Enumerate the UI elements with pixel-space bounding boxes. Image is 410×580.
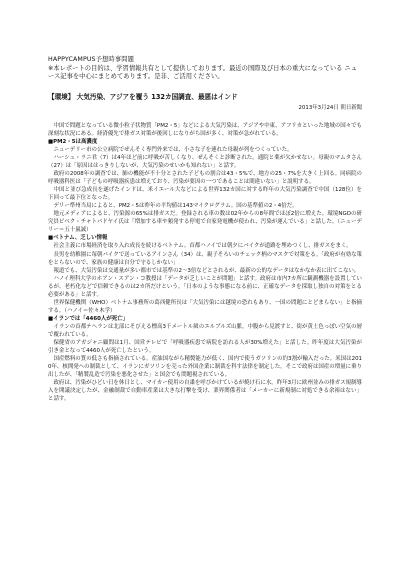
article-body (48, 122, 362, 404)
article-paragraph: 中国で問題となっている微小粒子状物質「PM2・5」などによる大気汚染は、アジアや中東、アフリカといった地域の国々でも深刻な状況にある。経済優先で排ガス対策が後回しになりがち国が多く、対策が急がれている。 (48, 122, 362, 137)
article-paragraph: 政府は、汚染がひどい日を休日とし、マイカー使用の自粛を呼びかけているが焼け石に水。昨年3月に欧州並みの排ガス規制導入を開議決定したが、金融制裁で自動車産業は大きな打撃を受け、業界関係者は「メーカーに新規制に対処できる余裕はない」と話す。 (48, 380, 362, 403)
article-title: 【環境】 大気汚染、アジアを覆う 132カ国調査、最悪はインド (48, 92, 238, 101)
section-heading: ■イランでは「4460人が死亡」 (48, 315, 129, 322)
article-paragraph: 長男を幼稚園に毎朝バイクで送っているアインさん（34）は、親子そろいのチェック柄のマスクで対策をる。「政府が有効な策をとらないので、家族の健康は自分で守るしかない」 (48, 251, 362, 266)
section-heading: ■PM2・5は高濃度 (48, 138, 98, 145)
section-heading: ■ベトナム、乏しい情報 (48, 235, 108, 242)
article-paragraph: イランの首都テヘランは北部にそびえる標高3千メートル級のエルブルズ山脈。中腹から見渡すと、街が黄土色っぽい空気の層で覆われている。 (48, 323, 362, 338)
article-date: 2013年3月24日 朝日新聞 (298, 104, 362, 111)
header-title: HAPPYCAMPUS予想時事問題 (48, 56, 135, 63)
article-paragraph: 中国と並び急成長を遂げたインドは、米イエール大などによる世界132カ国に対する昨年の大気汚染調査で中国（128位）を下回って最下位となった。 (48, 187, 362, 202)
header-notice: ※本レポートの目的は、学習情報共有として提供しております。最近の国際及び日本の重大になっている ニュース記事を中心にまとめてあります。是非、ご活用ください。 (48, 64, 358, 81)
article-paragraph: デリー準州当局によると、PM2・5は昨年の平均値は143マイクログラム。国の基準値の2・4倍だ。 (53, 203, 298, 210)
article-paragraph: 国産燃料の質の低さも指摘されている。産油国ながら精製能力が低く、国内で使うガソリンの約3割が輸入だった。米国は2010年、核開発への制裁として、イランにガソリンを売った外国企業に制裁を科す法律を制定した。そこで政府は国産の増量に乗り出したが、「精製乱造で汚染を悪化させた」と国会でも問題視されている。 (48, 356, 362, 379)
article-paragraph: ハーシュ・ラニ君（7）は4年ほど前に呼吸が苦しくなり、ぜんそくと診断された。通院と薬が欠かせない。母親のマムタさん（27）は「原因ははっきりしないが、大気汚染のせいかも知れない」と話す。 (48, 154, 362, 170)
article-paragraph: 報道でも、大気汚染は交通量が多い都市では基準の2～3倍などとされるが、最新の公的なデータはなかなか表に出てこない。 (53, 267, 360, 274)
article-paragraph: 世界保健機関（WHO）ベトナム事務所の葛西健所長は「大気汚染には越境の恐れもあり、一国の問題にとどまらない」と指摘する。（ハノイ＝佐々木学） (48, 299, 362, 314)
article-paragraph: 保健省のアガジャニ顧問は1月、国営テレビで「呼吸器疾患で病院を訪れる人が30%増えた」と話した。昨年度は大気汚染が引き金となって4460人が死亡したという。 (48, 340, 362, 355)
article-paragraph: 政府の2008年の調査では、肺の機能が不十分とされた子どもの割合は43・5%で、地方の25・7%を大きく上回る。同病院の呼吸器科医は「子どもの呼吸器疾患は増えており、汚染が要因の一つであることは間違いない」と説明する。 (48, 171, 362, 186)
article-paragraph: 社会主義に市場経済を取り入れ成長を続けるベトナム。首都ハノイでは朝夕にバイクが道路を埋めつくし、排ガスをまく。 (53, 243, 352, 250)
article-paragraph: ハノイ理科大学のホアン・スアン・コ教授は「データが乏しいことが問題」と話す。政府は市内7カ所に観測機器を設置しているが、老朽化などで信頼できるのは2カ所だけという。「日本のような事態になる前に、正確なデータを採取し独自の対策をとる必要がある」と話す。 (48, 275, 362, 298)
report-header (48, 56, 362, 82)
article-paragraph: 地元メディアによると、汚染源の65%は排ガスだ。登録される車の数は02年からの8年間でほぼ2倍に増えた。環境NGOの研究員ビベク・チャトパドヤイ氏は「増加する車や頻発する停電で自家発電機が使われ、汚染が運んでいる」と話した。（ニューデリー＝五十嵐誠） (48, 211, 362, 234)
article-paragraph: ニューデリー市の公立病院でぜんそく専門外来では、小さな子を連れた母親が列をつくっていた。 (53, 146, 293, 153)
